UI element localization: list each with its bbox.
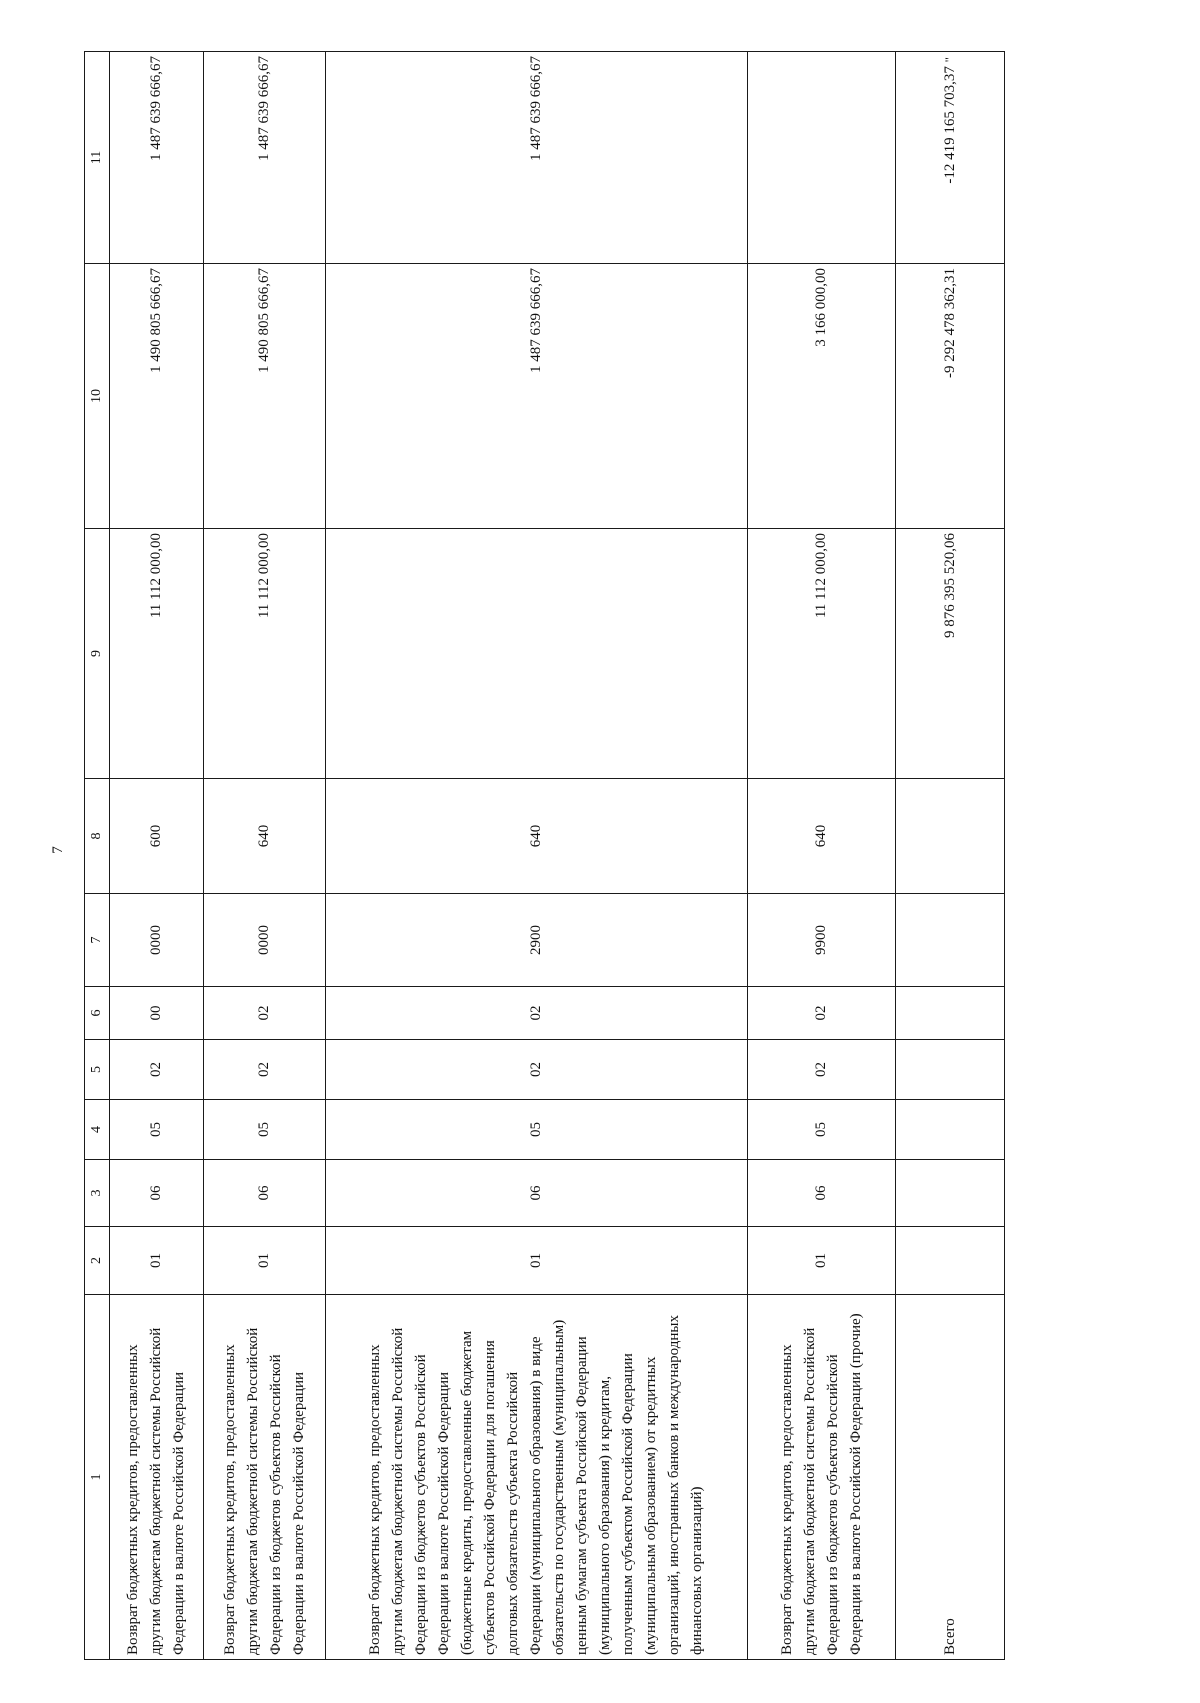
rotated-table-container (84, 52, 1005, 1660)
cell-code: 640 (204, 779, 326, 894)
cell-code: 06 (204, 1160, 326, 1227)
cell-code: 00 (110, 987, 204, 1040)
column-header: 5 (85, 1040, 110, 1100)
table-row (326, 52, 748, 1660)
cell-code: 02 (748, 1040, 896, 1100)
cell-amount: 11 112 000,00 (204, 529, 326, 779)
total-amount: -9 292 478 362,31 (896, 264, 1005, 529)
cell-code: 640 (748, 779, 896, 894)
cell-code: 02 (110, 1040, 204, 1100)
cell-code: 640 (326, 779, 748, 894)
empty-cell (896, 1227, 1005, 1295)
total-amount: 9 876 395 520,06 (896, 529, 1005, 779)
table-row (110, 52, 204, 1660)
column-header: 2 (85, 1227, 110, 1295)
budget-sources-table (84, 51, 1005, 1660)
row-name: Возврат бюджетных кредитов, предоставленных другим бюджетам бюджетной системы Российской Федерации в валюте Российской Федерации (110, 1295, 204, 1660)
column-header: 9 (85, 529, 110, 779)
cell-amount: 11 112 000,00 (748, 529, 896, 779)
cell-code: 600 (110, 779, 204, 894)
cell-code: 02 (204, 1040, 326, 1100)
column-header: 10 (85, 264, 110, 529)
rotated-page-content (84, 52, 1005, 1660)
cell-code: 0000 (204, 894, 326, 987)
cell-amount (326, 529, 748, 779)
column-header: 6 (85, 987, 110, 1040)
table-row (748, 52, 896, 1660)
column-header: 11 (85, 52, 110, 264)
cell-amount: 11 112 000,00 (110, 529, 204, 779)
row-name: Возврат бюджетных кредитов, предоставленных другим бюджетам бюджетной системы Российской Федерации из бюджетов субъектов Российской Федерации в валюте Российской Федерации (204, 1295, 326, 1660)
empty-cell (896, 779, 1005, 894)
cell-amount: 1 490 805 666,67 (204, 264, 326, 529)
cell-code: 01 (110, 1227, 204, 1295)
page-number: 7 (50, 846, 66, 854)
total-amount-value: -12 419 165 703,37 (941, 66, 958, 184)
empty-cell (896, 1160, 1005, 1227)
column-header: 4 (85, 1100, 110, 1160)
row-name: Возврат бюджетных кредитов, предоставленных другим бюджетам бюджетной системы Российской Федерации из бюджетов субъектов Российской Федерации в валюте Российской Федерации (бюджетные кредиты, предоставленные бюджетам субъектов Российской Федерации для погашения долговых обязательств субъекта Российской Федерации (муниципального образования) в виде обязательств по государственным (муниципальным) ценным бумагам субъекта Российской Федерации (муниципального образования) и кредитам, полученным субъектом Российской Федерации (муниципальным образованием) от кредитных организаций, иностранных банков и международных финансовых организаций) (326, 1295, 748, 1660)
cell-code: 01 (204, 1227, 326, 1295)
empty-cell (896, 987, 1005, 1040)
empty-cell (896, 1040, 1005, 1100)
column-header: 8 (85, 779, 110, 894)
total-amount (896, 52, 1005, 264)
cell-amount: 1 487 639 666,67 (204, 52, 326, 264)
column-header: 7 (85, 894, 110, 987)
table-row (204, 52, 326, 1660)
cell-code: 06 (748, 1160, 896, 1227)
cell-amount: 1 487 639 666,67 (326, 264, 748, 529)
cell-code: 05 (326, 1100, 748, 1160)
cell-code: 01 (748, 1227, 896, 1295)
cell-amount: 3 166 000,00 (748, 264, 896, 529)
empty-cell (896, 1100, 1005, 1160)
closing-quote-mark: " (941, 56, 957, 63)
cell-code: 0000 (110, 894, 204, 987)
total-row (896, 52, 1005, 1660)
cell-amount (748, 52, 896, 264)
cell-code: 06 (110, 1160, 204, 1227)
total-label: Всего (896, 1295, 1005, 1660)
cell-code: 05 (748, 1100, 896, 1160)
cell-code: 9900 (748, 894, 896, 987)
cell-code: 02 (326, 1040, 748, 1100)
cell-code: 06 (326, 1160, 748, 1227)
cell-code: 05 (204, 1100, 326, 1160)
cell-code: 02 (748, 987, 896, 1040)
column-header: 3 (85, 1160, 110, 1227)
cell-amount: 1 487 639 666,67 (326, 52, 748, 264)
header-row (85, 52, 110, 1660)
cell-code: 02 (326, 987, 748, 1040)
cell-amount: 1 490 805 666,67 (110, 264, 204, 529)
empty-cell (896, 894, 1005, 987)
row-name: Возврат бюджетных кредитов, предоставленных другим бюджетам бюджетной системы Российской Федерации из бюджетов субъектов Российской Федерации в валюте Российской Федерации (прочие) (748, 1295, 896, 1660)
cell-amount: 1 487 639 666,67 (110, 52, 204, 264)
cell-code: 01 (326, 1227, 748, 1295)
cell-code: 05 (110, 1100, 204, 1160)
cell-code: 2900 (326, 894, 748, 987)
column-header: 1 (85, 1295, 110, 1660)
cell-code: 02 (204, 987, 326, 1040)
